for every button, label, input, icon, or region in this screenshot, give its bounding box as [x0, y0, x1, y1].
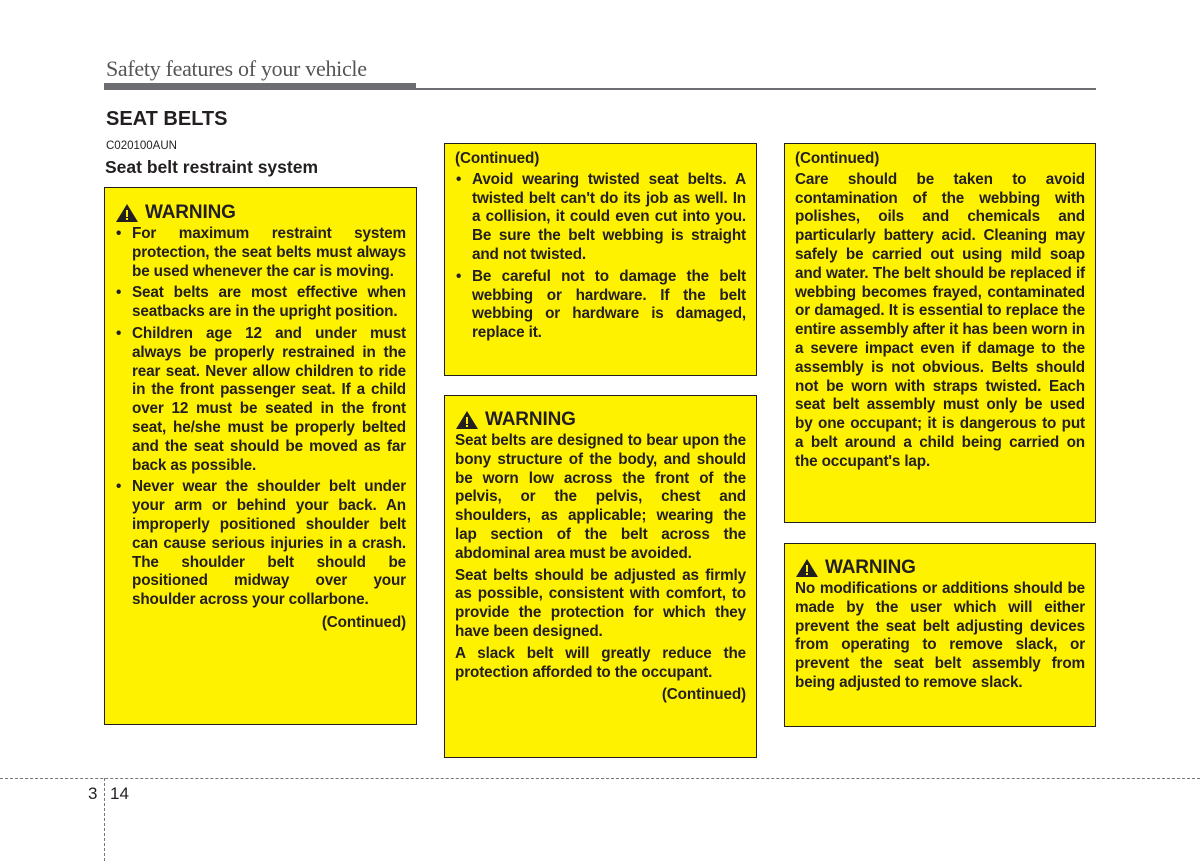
header-rule — [416, 88, 1096, 90]
section-code: C020100AUN — [106, 140, 177, 152]
bullet-item: • Never wear the shoulder belt under your arm or behind your back. An improperly positioned shoulder belt can cause serious injuries in a crash. The shoulder belt should be positioned midway over your shoulder across your collarbone. — [115, 478, 406, 610]
warning-triangle-icon — [455, 410, 479, 430]
continued-label: (Continued) — [661, 686, 746, 704]
bullet-item: • Be careful not to damage the belt webbing or hardware. If the belt webbing or hardware is damaged, replace it. — [455, 268, 746, 343]
warning-box-2 — [444, 143, 757, 376]
warning-box-3 — [444, 395, 757, 758]
warning-box-1 — [104, 187, 417, 725]
paragraph: Seat belts are designed to bear upon the bony structure of the body, and should be worn low across the front of the pelvis, or the pelvis, chest and shoulders, as applicable; wearing the lap section of the belt across the abdominal area must be avoided. — [455, 432, 746, 562]
running-header: Safety features of your vehicle — [106, 56, 367, 81]
continued-label: (Continued) — [321, 613, 406, 631]
section-title: SEAT BELTS — [106, 108, 228, 130]
paragraph: Care should be taken to avoid contamination of the webbing with polishes, oils and chemicals and particularly battery acid. Cleaning may safely be carried out using mild soap and water. The belt should be replaced if webbing becomes frayed, contaminated or damaged. It is essential to replace the entire assembly after it has been worn in a severe impact even if damage to the assembly is not obvious. Belts should not be worn with straps twisted. Each seat belt assembly must only be used by one occupant; it is dangerous to put a belt around a child being carried on the occupant's lap. — [795, 170, 1085, 470]
bullet-item: • Seat belts are most effective when seatbacks are in the upright position. — [115, 284, 406, 322]
paragraph: Seat belts should be adjusted as firmly as possible, consistent with comfort, to provide the protection for which they have been designed. — [455, 566, 746, 640]
header-bar — [104, 83, 416, 90]
subtitle: Seat belt restraint system — [105, 157, 319, 177]
bullet-item: • Children age 12 and under must always be properly restrained in the rear seat. Never allow children to ride in the front passenger seat. If a child over 12 must be seated in the front seat, he/she must be properly belted and the seat should be moved as far back as possible. — [115, 325, 406, 475]
warning-heading: WARNING — [455, 410, 746, 430]
continued-heading: (Continued) — [455, 150, 540, 167]
footer-divider — [104, 778, 105, 861]
warning-heading: WARNING — [115, 203, 406, 223]
paragraph: No modifications or additions should be made by the user which will either prevent the seat belt adjusting devices from operating to remove slack, or prevent the seat belt assembly from being adjusted to remove slack. — [795, 580, 1085, 691]
continued-heading: (Continued) — [795, 150, 880, 167]
bullet-item: • For maximum restraint system protection, the seat belts must always be used whenever the car is moving. — [115, 225, 406, 281]
warning-box-4 — [784, 143, 1096, 523]
warning-heading: WARNING — [795, 558, 1085, 578]
warning-box-5 — [784, 543, 1096, 727]
warning-triangle-icon — [115, 203, 139, 223]
paragraph: A slack belt will greatly reduce the protection afforded to the occupant. — [455, 644, 746, 681]
chapter-number: 3 — [88, 784, 98, 803]
page-number: 14 — [110, 784, 129, 803]
warning-triangle-icon — [795, 558, 819, 578]
footer-rule — [0, 778, 1200, 779]
bullet-item: • Avoid wearing twisted seat belts. A twisted belt can't do its job as well. In a collision, it could even cut into you. Be sure the belt webbing is straight and not twisted. — [455, 171, 746, 265]
